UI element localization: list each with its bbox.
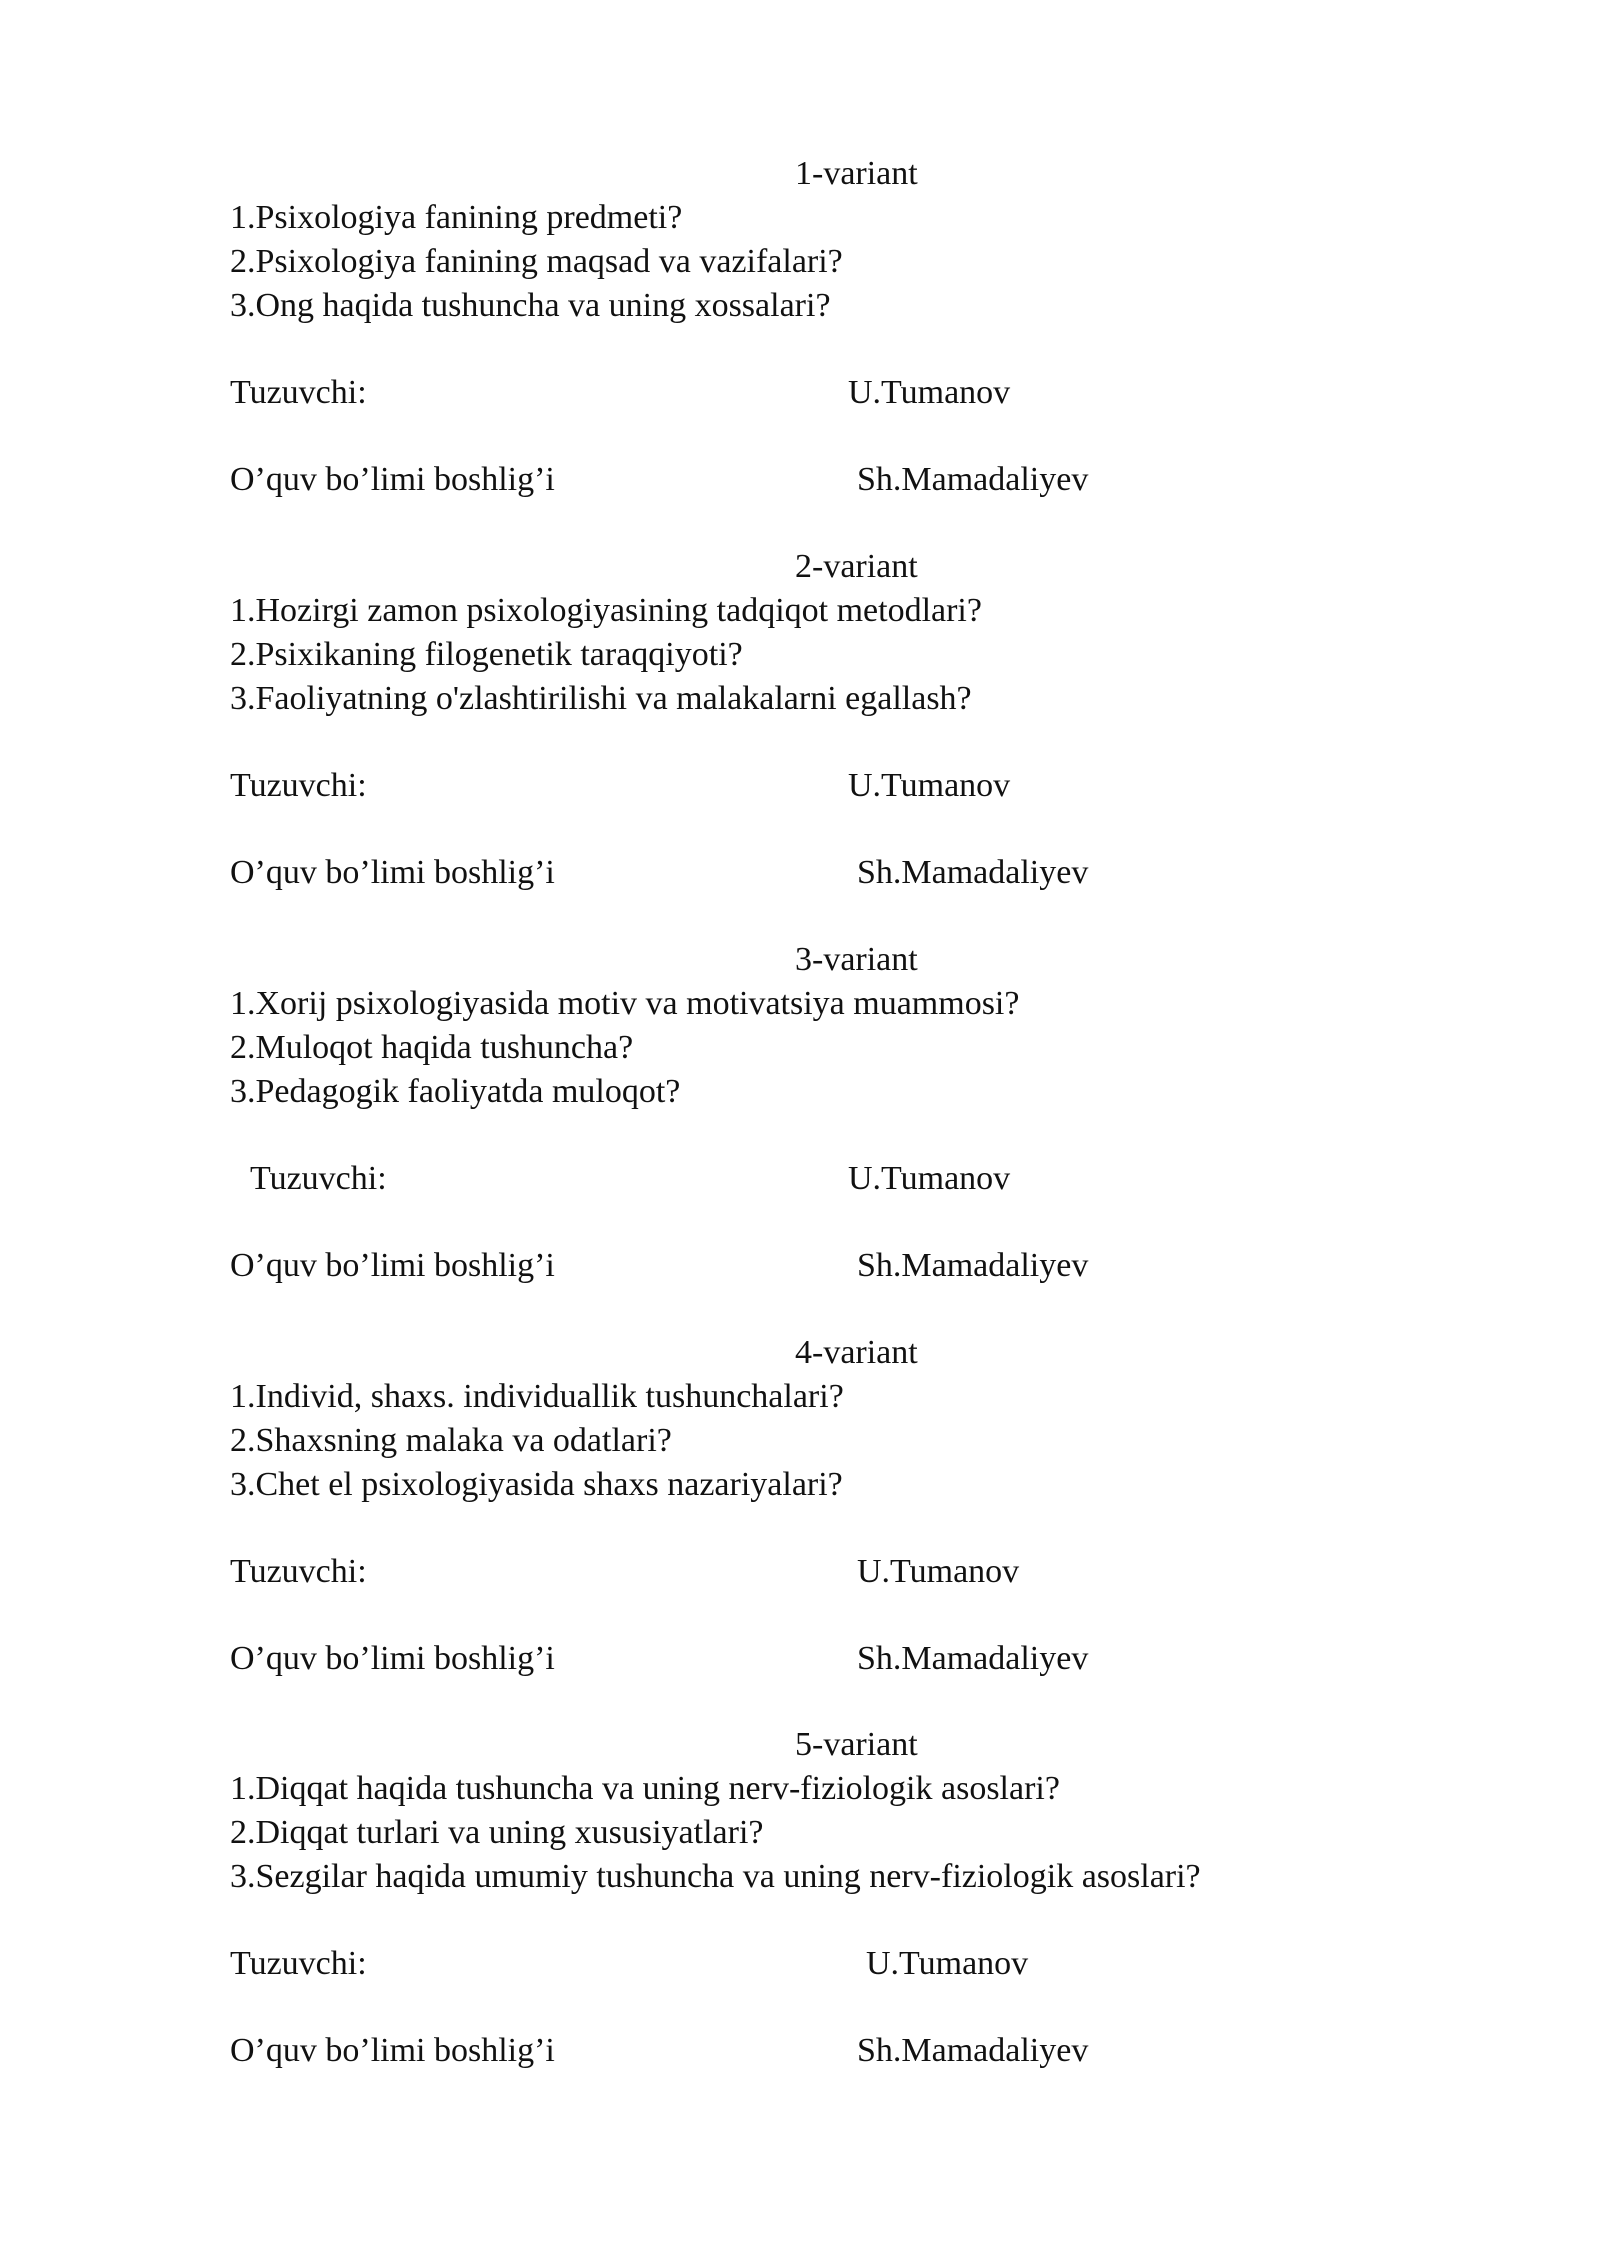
question-3: 3.Ong haqida tushuncha va uning xossalari? xyxy=(230,287,831,324)
compiler-label: Tuzuvchi: xyxy=(230,767,367,804)
head-label: O’quv bo’limi boshlig’i xyxy=(230,1640,555,1677)
compiler-name: U.Tumanov xyxy=(857,1553,1020,1590)
question-1: 1.Hozirgi zamon psixologiyasining tadqiqot metodlari? xyxy=(230,592,982,629)
question-1: 1.Diqqat haqida tushuncha va uning nerv-fiziologik asoslari? xyxy=(230,1770,1060,1807)
compiler-label: Tuzuvchi: xyxy=(230,374,367,411)
head-label: O’quv bo’limi boshlig’i xyxy=(230,2032,555,2069)
variant-title: 1-variant xyxy=(795,155,918,192)
head-name: Sh.Mamadaliyev xyxy=(857,854,1089,891)
compiler-label: Tuzuvchi: xyxy=(250,1160,387,1197)
question-1: 1.Individ, shaxs. individuallik tushunchalari? xyxy=(230,1378,844,1415)
question-2: 2.Muloqot haqida tushuncha? xyxy=(230,1029,634,1066)
head-name: Sh.Mamadaliyev xyxy=(857,1247,1089,1284)
question-1: 1.Xorij psixologiyasida motiv va motivatsiya muammosi? xyxy=(230,985,1020,1022)
compiler-label: Tuzuvchi: xyxy=(230,1945,367,1982)
question-3: 3.Chet el psixologiyasida shaxs nazariyalari? xyxy=(230,1466,843,1503)
head-label: O’quv bo’limi boshlig’i xyxy=(230,1247,555,1284)
compiler-name: U.Tumanov xyxy=(866,1945,1029,1982)
head-name: Sh.Mamadaliyev xyxy=(857,461,1089,498)
variant-title: 2-variant xyxy=(795,548,918,585)
head-label: O’quv bo’limi boshlig’i xyxy=(230,461,555,498)
question-1: 1.Psixologiya fanining predmeti? xyxy=(230,199,683,236)
question-3: 3.Faoliyatning o'zlashtirilishi va malakalarni egallash? xyxy=(230,680,972,717)
question-2: 2.Shaxsning malaka va odatlari? xyxy=(230,1422,672,1459)
head-name: Sh.Mamadaliyev xyxy=(857,2032,1089,2069)
variant-title: 3-variant xyxy=(795,941,918,978)
head-name: Sh.Mamadaliyev xyxy=(857,1640,1089,1677)
compiler-label: Tuzuvchi: xyxy=(230,1553,367,1590)
question-2: 2.Diqqat turlari va uning xususiyatlari? xyxy=(230,1814,764,1851)
variant-title: 5-variant xyxy=(795,1726,918,1763)
question-3: 3.Pedagogik faoliyatda muloqot? xyxy=(230,1073,681,1110)
head-label: O’quv bo’limi boshlig’i xyxy=(230,854,555,891)
question-3: 3.Sezgilar haqida umumiy tushuncha va uning nerv-fiziologik asoslari? xyxy=(230,1858,1201,1895)
compiler-name: U.Tumanov xyxy=(848,767,1011,804)
compiler-name: U.Tumanov xyxy=(848,1160,1011,1197)
question-2: 2.Psixikaning filogenetik taraqqiyoti? xyxy=(230,636,743,673)
variant-title: 4-variant xyxy=(795,1334,918,1371)
question-2: 2.Psixologiya fanining maqsad va vazifalari? xyxy=(230,243,843,280)
compiler-name: U.Tumanov xyxy=(848,374,1011,411)
